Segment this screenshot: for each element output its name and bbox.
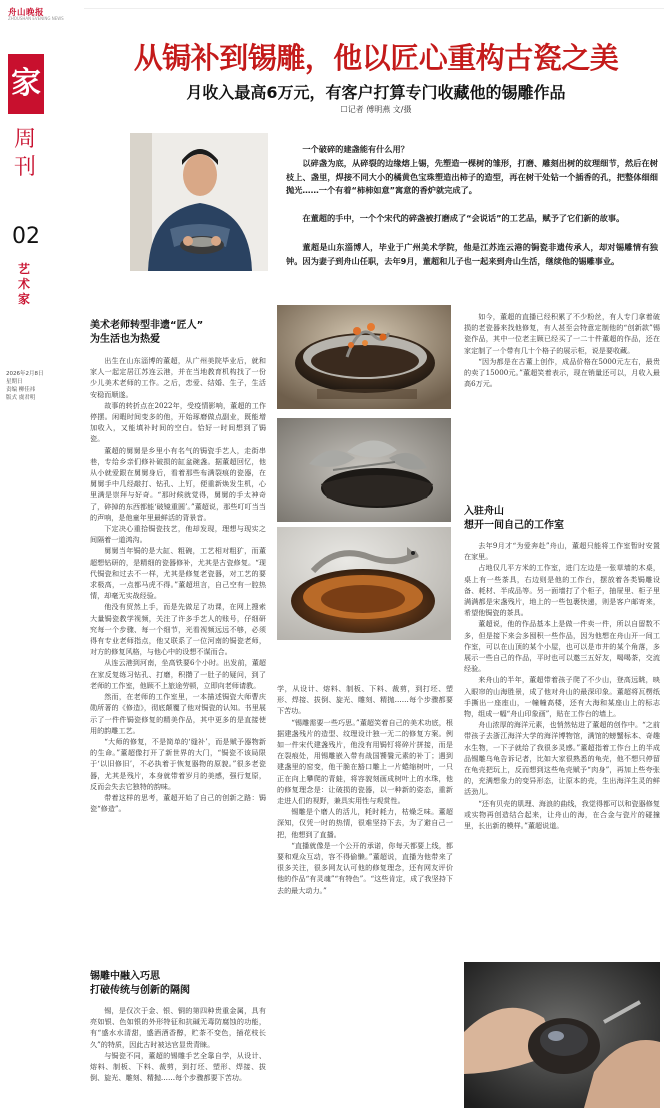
section-mark-jia: 家 (8, 54, 44, 114)
intro-paragraph: 在董超的手中，一个个宋代的碎盏被打磨成了“会说话”的工艺品，赋予了它们新的故事。 (302, 213, 625, 223)
section-2-body-end (464, 311, 660, 478)
paragraph: 去年9月才“为爱奔赴”舟山，董超只能将工作室暂时安置在家里。 (464, 541, 660, 562)
section-2-body (277, 683, 453, 1109)
section-2-body-start (90, 1005, 266, 1109)
paragraph: 锡雕是个磨人的活儿，耗时耗力，枯燥乏味。董超深知，仅凭一时的热情，很难坚持下去，为了避自己一把，他想到了直播。 (277, 807, 453, 839)
paragraph: 董超说，他的作品基本上是做一件卖一件，所以自留数不多，但是接下来会多囤积一些作品，因为他想在舟山开一间工作室，可以在山顶的某个小屋，也可以是市井的某个角落，多展示一些自己的作品，平时也可以邀三五好友，喝喝茶，交流经验。 (464, 619, 660, 674)
issue-meta (6, 370, 66, 402)
paragraph: 占地仅几平方米的工作室，进门左边是一张草墙的木桌，桌上有一些茶具，右边则是他的工作台，摆放着各类锔雕设备、耗材、半成品等。另一面墙打了个柜子，抽屉里、柜子里满满都是宋盏残片，地上的一些包裹快递，则是客户邮寄来，希望他锔瓷的茶具。 (464, 563, 660, 618)
tin-carving-incense-burner-photo (277, 305, 451, 409)
paragraph: 下定决心重拾锔瓷技艺，他却发现，理想与现实之间隔着一道鸿沟。 (90, 524, 266, 545)
paragraph: “大师的修复，不是简单的‘缝补’，而是赋予器物新的生命。”董超像打开了新世界的大门，“锔瓷不该局限于‘以旧修旧’，不必执着于恢复器物的原貌。”很多老瓷器，尤其是残片，本身就带着岁月的美感，强行复原，反而会失去它独特的韵味。 (90, 736, 266, 791)
paragraph: 他没有贸然上手，而是先做足了功课，在网上搜索大量锔瓷教学视频，关注了许多手艺人的账号，仔细研究每一个步骤、每一个细节，光看视频远远不够，必须得有专业老师指点，他又联系了一位河南的锔瓷老师，对方的修复风格，与他心中的设想不谋而合。 (90, 602, 266, 657)
headline: 从锔补到锡雕，他以匠心重构古瓷之美 (133, 41, 619, 75)
paragraph: 从连云港到河南，坐高铁要6个小时。出发前，董超在家反复练习钻孔、打磨，积攒了一肚子的疑问，到了老师的工作室，他顾不上旅途劳顿，立即向老师请教。 (90, 658, 266, 690)
tin-carving-cup-with-leaves-photo (277, 418, 451, 522)
paragraph: “锡雕需要一些巧思。”董超笑着自己的美术功底，根据建盏残片的造型、纹理设计独一无二的修复方案。例如一件宋代建盏残片，他没有用锔钉将碎片拼接，而是在裂痕处，用锡雕嵌入带有战国饕餮元素的补丁；遇到建盏里的窑变，他干脆在豁口雕上一片蜷缩树叶，一只正在向上攀爬的青蛙，将容貌刻画成树叶上的水珠，他的修复理念是：让破损的瓷器，以一种新的姿态，重新走进人们的视野，兼具实用性与观赏性。 (277, 717, 453, 806)
subheadline: 月收入最高6万元，有客户打算专门收藏他的锡雕作品 (186, 83, 566, 102)
paragraph: 舅舅当年锔的是大缸、粗碗，工艺相对粗犷，而董超想钻研的，是精细的瓷器修补，尤其是古瓷修复。“现代锔瓷和过去不一样，尤其是修复老瓷器，对工艺的要求极高，一点都马虎不得。”董超坦言，自己空有一腔热情，却毫无实战经验。 (90, 546, 266, 601)
hands-carving-photo (464, 962, 660, 1108)
paragraph: 学，从设计、熔料、制板、下料、裁剪，到打坯、塑形、焊接、拔倒、旋光、雕刻、精抛……每个步骤都要下苦功。 (277, 684, 453, 716)
paragraph: 与锔瓷不同，董超的锡雕手艺全靠自学，从设计、熔料、制板、下料、裁剪，到打坯、塑形、焊接、拔倒、旋光、雕刻、精抛……每个步骤都要下苦功。 (90, 1050, 266, 1083)
paragraph: 故事的转折点在2022年，受疫情影响，董超的工作停摆。闲暇时间变多的他，开始琢磨做点副业，既能增加收入，又能填补时间的空白。恰好一时间想到了锔瓷。 (90, 400, 266, 444)
paragraph: 然而，在老师的工作室里，一本描述锔瓷大师曹庆勋所著的《修造》，彻底颠覆了他对锔瓷的认知。书里展示了一件件锔瓷修复的精美作品，其中更多的是直接使用的韵雕工艺。 (90, 692, 266, 735)
tin-carving-dragon-bowl-photo (277, 527, 451, 640)
newspaper-logo: 舟山晚报 (8, 8, 45, 18)
paragraph: 来舟山的半年，董超带着孩子爬了不少山，登高远眺，映入眼帘的山海胜景，成了他对舟山的最深印象。董超将瓦楞纸手撕出一座座山，一幢幢高楼，还有大海和某座山上的标志物，组成一幅“舟山印象画”，贴在工作台的墙上。 (464, 675, 660, 719)
paragraph: 舟山浓厚的海洋元素，也悄然钻进了董超的创作中。“之前带孩子去浙江海洋大学的海洋博物馆，满馆的螃蟹标本、奇趣水生物，一下子就给了我很多灵感。”董超指着工作台上的半成品锡雕乌龟告诉记者，比如大家很熟悉的龟壳，他不想只停留在龟壳把玩上，反而想到这些龟壳赋予“肉身”，再加上些夸张的，充满想象力的变异形态，让原本的壳，生出海洋生灵的鲜活劲儿。 (464, 720, 660, 797)
paragraph: “还有贝壳的肌理、海浪的曲线，我觉得都可以和瓷器修复或实物再创造结合起来，让舟山的海，在合金与瓷片的碰撞里，长出新的模样。”董超说道。 (464, 798, 660, 831)
page-number: 02 (12, 224, 40, 249)
paragraph: “因为都是在古董上创作，成品价格在5000元左右，最贵的卖了15000元。”董超笑着表示，现在销量还可以，月收入最高6万元。 (464, 356, 660, 389)
newspaper-logo-subtitle: ZHOUSHAN EVENING NEWS (8, 16, 64, 21)
paragraph: 锡，是仅次于金、银、铜的第四种贵重金属，具有亮如银、色如银的外形特征和抗碱无毒防腐蚀的功能，有“盛水水清甜，盛酒酒香醇，贮茶不变色，插花枝长久”的特质，因此古时被达官显贵青睐。 (90, 1006, 266, 1049)
issue-weekday: 星期日 (6, 379, 23, 385)
paragraph: “直播就像是一个公开的承诺，你每天都要上线，都要和观众互动，容不得偷懒。”董超说，直播为他带来了很多关注，很多网友认可他的修复理念，还有网友评价他的作品“有灵魂”“有特色”。“这些肯定，成了我坚持下去的最大动力。” (277, 840, 453, 895)
section-title-1: 美术老师转型非遗“匠人” 为生活也为热爱 (90, 320, 204, 345)
paragraph: 如今，董超的直播已经积累了不少粉丝，有人专门拿着破损的老瓷器来找他修复，有人甚至会特意定制他的“创新款”锡瓷作品，其中一位老主顾已经买了一二十件董超的作品，还在家定制了一个带有几十个格子的展示柜，说是要收藏。 (464, 312, 660, 355)
portrait-photo (130, 133, 268, 271)
issue-editor: 责编 柳佳祎 (6, 387, 36, 393)
section-1-body (90, 355, 266, 942)
weekly-label: 周刊 (14, 127, 37, 180)
paragraph: 董超的舅舅是乡里小有名气的锔瓷手艺人，走街串巷，专给乡亲们修补破损的缸盆碗盏。据董超回忆，他从小就爱跟在舅舅身后，看着那些布满裂痕的瓷器，在舅舅手中几经敲打、钻孔、上钉，便重新焕发生机，心里满是崇拜与好奇。“那时候就觉得，舅舅的手太神奇了，碎掉的东西都能‘破镜重圆’。”董超说，那些叮叮当当的声响，是他童年里最鲜活的背景音。 (90, 445, 266, 522)
intro-paragraph: 董超是山东淄博人，毕业于广州美术学院，他是江苏连云港的锔瓷非遗传承人，却对锡雕情有独钟。因为妻子到舟山任职，去年9月，董超和儿子也一起来到舟山生活，继续他的锡雕事业。 (286, 242, 658, 266)
byline: ☐记者 傅明燕 文/摄 (340, 105, 412, 114)
intro-question: 一个破碎的建盏能有什么用？ (302, 144, 409, 154)
section-title-3: 入驻舟山 想开一间自己的工作室 (464, 506, 564, 531)
section-3-body (464, 540, 660, 952)
header-rule (84, 8, 664, 9)
paragraph: 带着这样的思考，董超开始了自己的创新之路：锔瓷“修造”。 (90, 792, 266, 814)
intro-paragraph: 以碎盏为底，从碎裂的边缘熔上锡，先塑造一棵树的雏形，打磨、雕刻出树的纹理细节，然后在树枝上、盏里，焊接不同大小的橘黄色宝珠塑造出柿子的造型，再在树干处钻一个插香的孔，把整体细细抛光……一个有着“柿柿如意”寓意的香炉就完成了。 (286, 158, 658, 196)
paragraph: 出生在山东淄博的董超，从广州美院毕业后，就和家人一起定居江苏连云港，并在当地教育机构找了一份少儿美术老师的工作。之后，恋爱、结婚、生子，生活安稳而顺遂。 (90, 356, 266, 399)
issue-date: 2026年2月8日 (6, 371, 44, 377)
section-name: 艺术家 (18, 262, 31, 306)
section-title-2: 锡雕中融入巧思 打破传统与创新的隔阂 (90, 971, 190, 996)
issue-layout: 版式 虞君明 (6, 395, 36, 401)
